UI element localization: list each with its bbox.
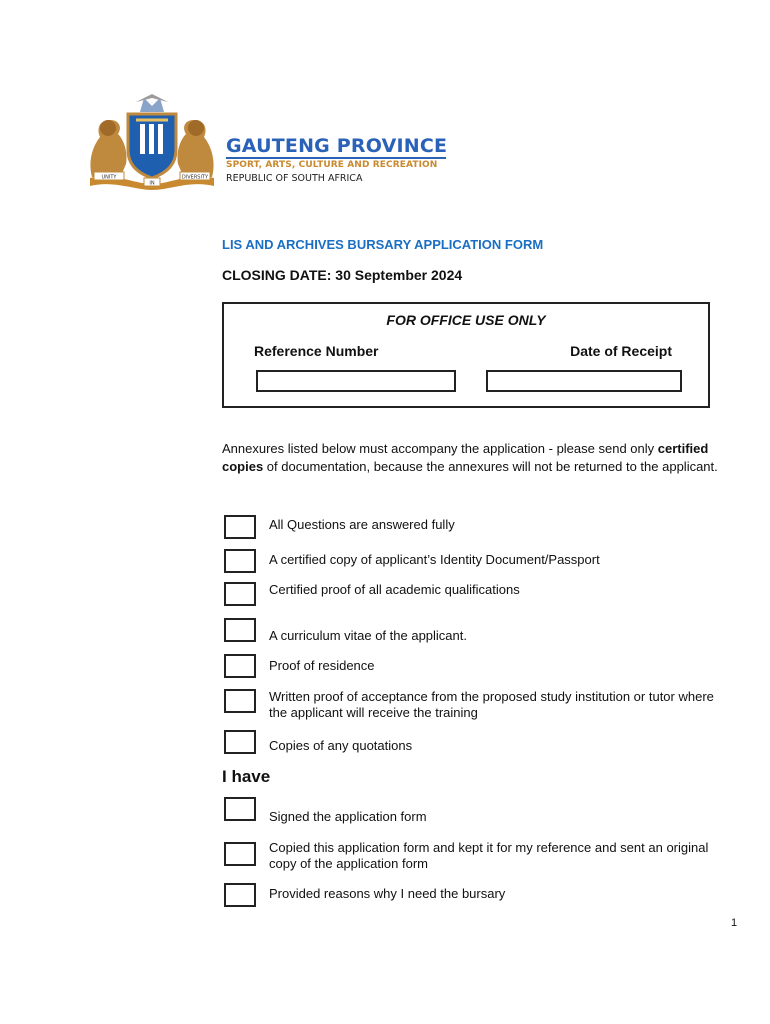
confirmation-label-provided-reasons: Provided reasons why I need the bursary [269, 886, 506, 901]
annexures-instructions [222, 440, 742, 476]
reference-number-field[interactable] [256, 370, 456, 392]
checkbox-signed-form[interactable] [224, 797, 256, 821]
date-of-receipt-field[interactable] [486, 370, 682, 392]
form-title: LIS AND ARCHIVES BURSARY APPLICATION FORM [222, 237, 544, 252]
annexure-label-academic-qualifications: Certified proof of all academic qualifications [269, 582, 520, 597]
office-use-box [222, 302, 710, 408]
checkbox-quotations[interactable] [224, 730, 256, 754]
checkbox-identity-document[interactable] [224, 549, 256, 573]
confirmation-label-copied-form: Copied this application form and kept it for my reference and sent an original copy of the application form [269, 840, 709, 871]
annexure-label-identity-document: A certified copy of applicant’s Identity Document/Passport [269, 552, 600, 567]
annexures-intro-text-end: of documentation, because the annexures will not be returned to the applicant. [263, 459, 718, 474]
checkbox-academic-qualifications[interactable] [224, 582, 256, 606]
annexure-label-proof-of-residence: Proof of residence [269, 658, 375, 673]
motto-left: UNITY [101, 174, 117, 181]
checkbox-curriculum-vitae[interactable] [224, 618, 256, 642]
checkbox-questions-answered[interactable] [224, 515, 256, 539]
closing-date: CLOSING DATE: 30 September 2024 [222, 267, 463, 283]
gauteng-logo [84, 92, 454, 190]
logo-subtitle-department: SPORT, ARTS, CULTURE AND RECREATION [226, 160, 438, 170]
certified-copies-emphasis: certified copies [222, 441, 709, 474]
logo-divider [226, 157, 446, 159]
checkbox-proof-of-acceptance[interactable] [224, 689, 256, 713]
office-use-title: FOR OFFICE USE ONLY [386, 312, 546, 328]
checkbox-copied-form[interactable] [224, 842, 256, 866]
annexure-label-proof-of-acceptance: Written proof of acceptance from the proposed study institution or tutor where the applicant will receive the training [269, 689, 714, 720]
motto-right: DIVERSITY [181, 174, 209, 181]
motto-center: IN [149, 180, 155, 187]
checkbox-provided-reasons[interactable] [224, 883, 256, 907]
page-number: 1 [731, 917, 738, 929]
annexure-label-curriculum-vitae: A curriculum vitae of the applicant. [269, 628, 467, 643]
date-of-receipt-label: Date of Receipt [570, 343, 672, 359]
annexure-label-questions-answered: All Questions are answered fully [269, 517, 455, 532]
logo-title: GAUTENG PROVINCE [226, 135, 448, 157]
annexures-intro-text: Annexures listed below must accompany the application - please send only [222, 441, 658, 456]
checkbox-proof-of-residence[interactable] [224, 654, 256, 678]
coat-of-arms-icon [84, 92, 220, 190]
logo-subtitle-country: REPUBLIC OF SOUTH AFRICA [226, 173, 363, 184]
annexure-label-quotations: Copies of any quotations [269, 738, 413, 753]
reference-number-label: Reference Number [254, 343, 379, 359]
confirmation-label-signed-form: Signed the application form [269, 809, 427, 824]
i-have-heading: I have [222, 767, 271, 786]
